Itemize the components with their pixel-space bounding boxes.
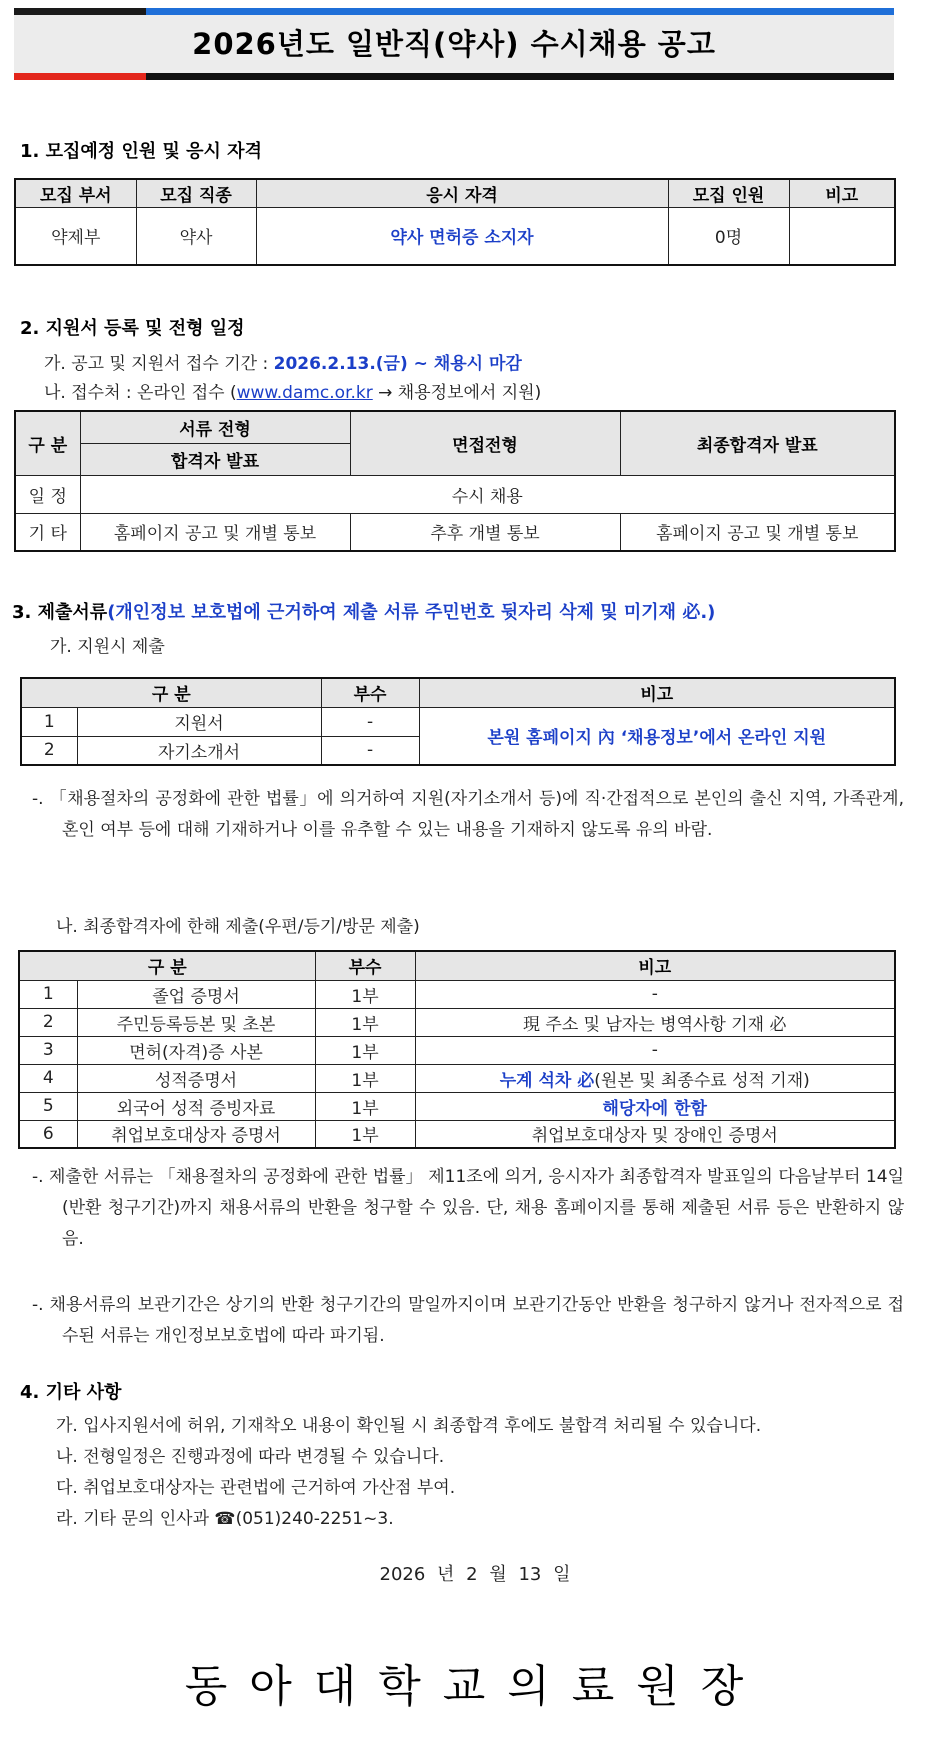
issuer-signature: 동아대학교의료원장 xyxy=(184,1661,766,1712)
recruit-count: 0명 xyxy=(668,207,789,265)
table-a-row-no: 2 xyxy=(21,736,77,765)
table-b-row-no: 4 xyxy=(19,1064,77,1092)
table-b-row-remark-text: (원본 및 최종수료 성적 기재) xyxy=(594,1070,810,1091)
section-3-notice: (개인정보 보호법에 근거하여 제출 서류 주민번호 뒷자리 삭제 및 미기재 必.) xyxy=(107,602,716,623)
table-b-row-no: 6 xyxy=(19,1120,77,1148)
apply-period-line xyxy=(44,349,522,374)
etc-item: 가. 입사지원서에 허위, 기재착오 내용이 확인될 시 최종합격 후에도 불합격 처리될 수 있습니다. xyxy=(56,1416,762,1436)
apply-place-suffix: → 채용정보에서 지원) xyxy=(372,383,542,403)
table-a-row-count: - xyxy=(321,736,419,765)
table-b-header-count: 부수 xyxy=(315,951,415,980)
table-b-row-name: 성적증명서 xyxy=(77,1064,315,1092)
homepage-link[interactable]: www.damc.or.kr xyxy=(236,383,373,403)
page-title: 2026년도 일반직(약사) 수시채용 공고 xyxy=(192,27,716,61)
section-1-heading: 1. 모집예정 인원 및 응시 자격 xyxy=(20,141,262,162)
table-b-row-no: 2 xyxy=(19,1008,77,1036)
table-b-row-no: 3 xyxy=(19,1036,77,1064)
table-b-row-remark-highlight: 해당자에 한함 xyxy=(602,1098,707,1119)
schedule-header-doc-pass: 합격자 발표 xyxy=(80,443,350,475)
etc-item: 라. 기타 문의 인사과 ☎(051)240-2251~3. xyxy=(56,1509,394,1529)
table-b-row-remark xyxy=(415,1092,895,1120)
recruit-table xyxy=(14,178,896,266)
recruit-job: 약사 xyxy=(136,207,256,265)
table-b-row-no: 5 xyxy=(19,1092,77,1120)
table-b-row-remark xyxy=(415,1008,895,1036)
table-a-row-name: 자기소개서 xyxy=(77,736,321,765)
apply-place-label: 나. 접수처 : 온라인 접수 ( xyxy=(44,383,237,403)
table-b-row-remark-text: - xyxy=(651,984,658,1004)
table-b-row-remark-text: 취업보호대상자 및 장애인 증명서 xyxy=(531,1126,778,1147)
section-2-heading: 2. 지원서 등록 및 전형 일정 xyxy=(20,318,245,339)
schedule-header-doc: 서류 전형 xyxy=(80,411,350,443)
title-bottom-bar xyxy=(14,73,894,80)
table-b-row-no: 1 xyxy=(19,980,77,1008)
table-b-row-name: 외국어 성적 증빙자료 xyxy=(77,1092,315,1120)
recruit-header-job: 모집 직종 xyxy=(136,179,256,207)
title-top-bar xyxy=(14,8,894,15)
table-b-row-name: 면허(자격)증 사본 xyxy=(77,1036,315,1064)
document-return-note: -. 제출한 서류는 「채용절차의 공정화에 관한 법률」 제11조에 의거, 응시자가 최종합격자 발표일의 다음날부터 14일(반환 청구기간)까지 채용서류의 반환을 청구할 수 있음. 단, 채용 홈페이지를 통해 제출된 서류 등은 반환하지 않음. xyxy=(32,1167,904,1249)
table-b-row-remark xyxy=(415,1120,895,1148)
submit-table-b xyxy=(18,950,896,1149)
table-b-row-count: 1부 xyxy=(315,1008,415,1036)
table-a-header-gubun: 구 분 xyxy=(21,678,321,707)
table-b-row-remark-text: 現 주소 및 남자는 병역사항 기재 必 xyxy=(523,1014,787,1035)
fair-hiring-note: -. 「채용절차의 공정화에 관한 법률」에 의거하여 지원(자기소개서 등)에 직·간접적으로 본인의 출신 지역, 가족관계, 혼인 여부 등에 대해 기재하거나 이를 유추할 수 있는 내용을 기재하지 않도록 유의 바람. xyxy=(32,789,904,840)
section-3-title: 3. 제출서류 xyxy=(12,602,108,623)
recruit-header-count: 모집 인원 xyxy=(668,179,789,207)
table-b-row-remark-text: - xyxy=(651,1040,658,1060)
notice-date: 2026 년 2 월 13 일 xyxy=(379,1564,571,1585)
table-a-row-name: 지원서 xyxy=(77,707,321,736)
apply-period-label: 가. 공고 및 지원서 접수 기간 : xyxy=(44,354,274,374)
section-4-heading: 4. 기타 사항 xyxy=(20,1382,122,1403)
submit-sub-a: 가. 지원시 제출 xyxy=(50,637,165,657)
table-b-header-gubun: 구 분 xyxy=(19,951,315,980)
etc-doc-value: 홈페이지 공고 및 개별 통보 xyxy=(80,513,350,551)
table-b-row-remark xyxy=(415,980,895,1008)
table-b-row-name: 주민등록등본 및 초본 xyxy=(77,1008,315,1036)
table-b-row-name: 졸업 증명서 xyxy=(77,980,315,1008)
apply-period-value: 2026.2.13.(금) ~ 채용시 마감 xyxy=(273,354,522,374)
schedule-header-gubun: 구 분 xyxy=(15,411,80,475)
section-3-heading xyxy=(12,598,715,624)
table-b-row-remark xyxy=(415,1064,895,1092)
table-b-row-count: 1부 xyxy=(315,1064,415,1092)
recruit-header-remark: 비고 xyxy=(789,179,895,207)
table-a-online-note: 본원 홈페이지 內 ‘채용정보’에서 온라인 지원 xyxy=(419,707,895,765)
schedule-row-value: 수시 채용 xyxy=(80,475,895,513)
table-b-row-remark xyxy=(415,1036,895,1064)
submit-table-a xyxy=(20,677,896,766)
table-b-row-count: 1부 xyxy=(315,1036,415,1064)
table-b-row-count: 1부 xyxy=(315,1120,415,1148)
etc-final-value: 홈페이지 공고 및 개별 통보 xyxy=(620,513,895,551)
recruit-qualification: 약사 면허증 소지자 xyxy=(256,207,668,265)
etc-row-label: 기 타 xyxy=(15,513,80,551)
schedule-row-label: 일 정 xyxy=(15,475,80,513)
apply-place-line xyxy=(44,378,541,403)
table-a-row-count: - xyxy=(321,707,419,736)
table-b-header-remark: 비고 xyxy=(415,951,895,980)
document-retention-note: -. 채용서류의 보관기간은 상기의 반환 청구기간의 말일까지이며 보관기간동안 반환을 청구하지 않거나 전자적으로 접수된 서류는 개인정보보호법에 따라 파기됨. xyxy=(32,1295,904,1346)
etc-interview-value: 추후 개별 통보 xyxy=(350,513,620,551)
table-a-header-remark: 비고 xyxy=(419,678,895,707)
recruit-remark xyxy=(789,207,895,265)
recruit-dept: 약제부 xyxy=(15,207,136,265)
etc-item: 나. 전형일정은 진행과정에 따라 변경될 수 있습니다. xyxy=(56,1447,445,1467)
table-b-row-remark-highlight: 누계 석차 必 xyxy=(499,1070,595,1091)
submit-sub-b: 나. 최종합격자에 한해 제출(우편/등기/방문 제출) xyxy=(56,917,420,937)
table-a-row-no: 1 xyxy=(21,707,77,736)
schedule-table xyxy=(14,410,896,552)
recruit-header-dept: 모집 부서 xyxy=(15,179,136,207)
table-b-row-name: 취업보호대상자 증명서 xyxy=(77,1120,315,1148)
title-banner xyxy=(14,8,894,80)
table-a-header-count: 부수 xyxy=(321,678,419,707)
schedule-header-interview: 면접전형 xyxy=(350,411,620,475)
schedule-header-final: 최종합격자 발표 xyxy=(620,411,895,475)
etc-item: 다. 취업보호대상자는 관련법에 근거하여 가산점 부여. xyxy=(56,1478,456,1498)
table-b-row-count: 1부 xyxy=(315,980,415,1008)
table-b-row-count: 1부 xyxy=(315,1092,415,1120)
recruit-header-qualification: 응시 자격 xyxy=(256,179,668,207)
